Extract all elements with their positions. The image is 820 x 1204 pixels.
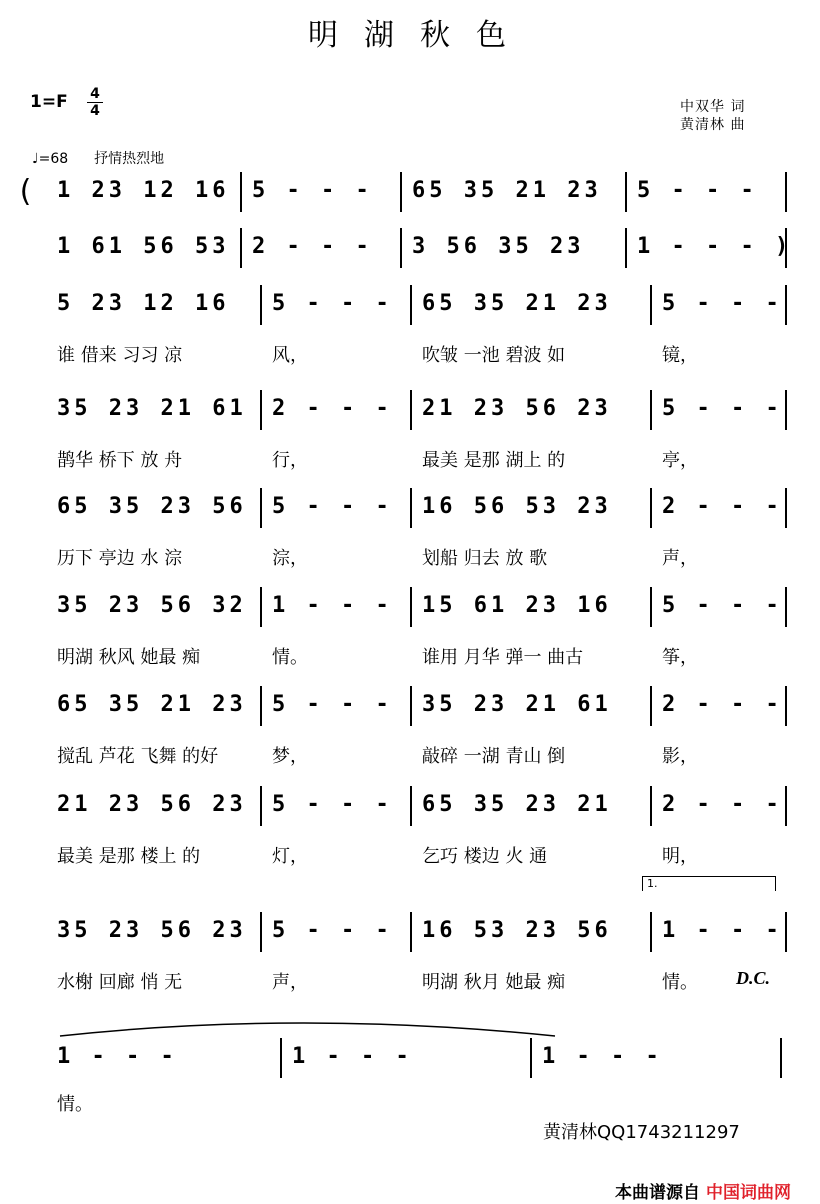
barline [410,912,412,952]
lyric-text: 明， [662,846,698,867]
volta-bracket: 1. [642,876,776,891]
measure-notes: 2 - - - [252,234,373,259]
barline [260,786,262,826]
lyric-text: 明湖 秋风 她最 痴 [57,647,201,668]
barline [785,686,787,726]
barline [785,172,787,212]
measure-notes: 16 56 53 23 [422,494,612,519]
lyric-text: 搅乱 芦花 飞舞 的好 [57,746,219,767]
barline [260,488,262,528]
measure-notes: 1 - - - [662,918,783,943]
measure-notes: 2 - - - [662,692,783,717]
lyric-text: 行， [272,450,308,471]
measure-notes: 5 - - - [252,178,373,203]
measure-notes: 5 - - - [637,178,758,203]
page-title: 明湖秋色 [308,18,532,53]
measure-notes: 5 - - - [272,918,393,943]
barline [410,786,412,826]
measure-notes: 15 61 23 16 [422,593,612,618]
measure-notes: 65 35 23 56 [57,494,247,519]
barline [410,686,412,726]
measure-notes: 1 - - - [57,1044,178,1069]
measure-notes: 35 23 56 32 [57,593,247,618]
barline [260,686,262,726]
lyric-text: 声， [272,972,308,993]
barline [400,172,402,212]
measure-notes: 5 - - - [272,692,393,717]
barline [260,390,262,430]
time-sig-bottom: 4 [90,103,100,119]
staff-row [0,686,820,767]
barline [625,172,627,212]
measure-notes: 3 56 35 23 [412,234,585,259]
measure-notes: 5 - - - [272,291,393,316]
measure-notes: 2 - - - [662,792,783,817]
lyric-text: 情。 [662,972,698,993]
staff-row [0,390,820,471]
lyric-text: 最美 是那 楼上 的 [57,846,201,867]
lyric-text: 吹皱 一池 碧波 如 [422,345,566,366]
lyric-text: 历下 亭边 水 淙 [57,548,183,569]
lyric-text: 情。 [57,1094,93,1115]
tie-arc-svg [0,1016,820,1056]
barline [785,285,787,325]
barline [260,285,262,325]
lyric-text: 风， [272,345,308,366]
open-paren: ( [16,174,35,209]
measure-notes: 16 53 23 56 [422,918,612,943]
barline [785,786,787,826]
barline [650,686,652,726]
measure-notes: 65 35 21 23 [57,692,247,717]
source-credit [615,1178,791,1203]
staff-row [0,488,820,569]
lyric-text: 水榭 回廊 悄 无 [57,972,183,993]
measure-notes: 2 - - - [272,396,393,421]
measure-notes: 1 - - - [272,593,393,618]
barline [785,912,787,952]
lyric-text: 声， [662,548,698,569]
measure-notes: 1 - - - [292,1044,413,1069]
lyric-text: 梦， [272,746,308,767]
measure-notes: 2 - - - [662,494,783,519]
lyric-text: 镜， [662,345,698,366]
time-signature [87,86,103,119]
lyric-text: 淙， [272,548,308,569]
lyric-text: 影， [662,746,698,767]
lyric-text: 鹊华 桥下 放 舟 [57,450,183,471]
barline [785,390,787,430]
measure-notes: 1 - - - [542,1044,663,1069]
lyric-text: 谁用 月华 弹一 曲古 [422,647,584,668]
staff-row [0,285,820,366]
copyright-note: 黄清林QQ1743211297 [543,1122,740,1143]
measure-notes: 1 61 56 53 [57,234,230,259]
measure-notes: 21 23 56 23 [57,792,247,817]
barline [410,587,412,627]
source-site: 中国词曲网 [706,1183,791,1203]
barline [650,285,652,325]
barline [410,285,412,325]
lyric-text: 明湖 秋月 她最 痴 [422,972,566,993]
lyric-text: 乞巧 楼边 火 通 [422,846,548,867]
barline [650,488,652,528]
barline [260,587,262,627]
tempo-mark: ♩=68 [32,151,69,167]
barline [410,488,412,528]
lyric-text: 情。 [272,647,308,668]
lyric-text: 谁 借来 习习 凉 [57,345,183,366]
staff-row [0,786,820,867]
staff-row [0,228,820,268]
measure-notes: 5 - - - [662,291,783,316]
source-prefix: 本曲谱源自 [615,1183,700,1203]
staff-row [0,1038,820,1115]
lyric-text: 灯， [272,846,308,867]
key-signature: 1=F [30,92,68,112]
barline [400,228,402,268]
measure-notes: 5 - - - [662,593,783,618]
staff-row [0,172,820,212]
lyricist: 中双华 词 [680,99,746,115]
barline [785,488,787,528]
staff-row [0,587,820,668]
barline [650,390,652,430]
composer: 黄清林 曲 [680,117,746,133]
measure-notes: 1 23 12 16 [57,178,230,203]
lyric-text: 筝， [662,647,698,668]
tie-arc [60,1023,555,1036]
measure-notes: 5 23 12 16 [57,291,230,316]
staff-row [0,877,820,993]
lyric-text: 划船 归去 放 歌 [422,548,548,569]
barline [650,912,652,952]
measure-notes: 5 - - - [272,494,393,519]
measure-notes: 65 35 21 23 [412,178,602,203]
measure-notes: 35 23 21 61 [57,396,247,421]
measure-notes: 21 23 56 23 [422,396,612,421]
lyric-text: 最美 是那 湖上 的 [422,450,566,471]
barline [260,912,262,952]
time-sig-top: 4 [90,86,100,102]
measure-notes: 5 - - - [662,396,783,421]
barline [410,390,412,430]
measure-notes: 35 23 21 61 [422,692,612,717]
barline [240,172,242,212]
measure-notes: 5 - - - [272,792,393,817]
barline [650,786,652,826]
tempo-line [32,148,164,168]
measure-notes: 65 35 23 21 [422,792,612,817]
barline [650,587,652,627]
dc-mark: D.C. [736,968,771,988]
measure-notes: 65 35 21 23 [422,291,612,316]
expression-mark: 抒情热烈地 [94,151,165,167]
measure-notes: 35 23 56 23 [57,918,247,943]
barline [625,228,627,268]
barline [785,587,787,627]
barline [240,228,242,268]
lyric-text: 敲碎 一湖 青山 倒 [422,746,566,767]
measure-notes: 1 - - - ) [637,234,793,259]
lyric-text: 亭， [662,450,698,471]
